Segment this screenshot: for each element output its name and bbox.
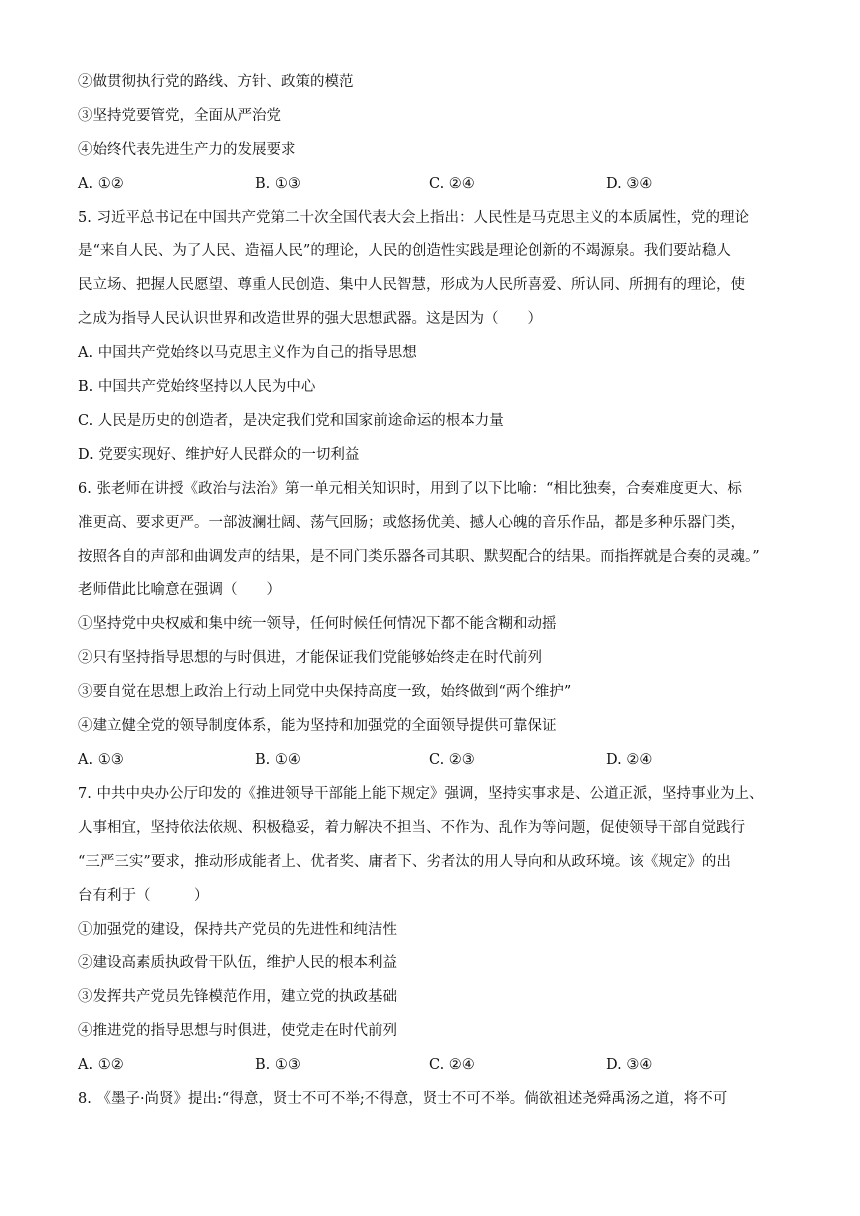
q7-item-4: ④推进党的指导思想与时俱进，使党走在时代前列 bbox=[78, 1023, 397, 1039]
q7-item-3: ③发挥共产党员先锋模范作用，建立党的执政基础 bbox=[78, 989, 397, 1005]
q6-option-b: B. ①④ bbox=[255, 752, 301, 768]
q6-stem-line: 按照各自的声部和曲调发声的结果，是不同门类乐器各司其职、默契配合的结果。而指挥就是合奏的灵魂。” bbox=[78, 549, 760, 565]
q4-option-a: A. ①② bbox=[78, 176, 124, 192]
q7-stem-line: 7. 中共中央办公厅印发的《推进领导干部能上能下规定》强调，坚持实事求是、公道正派，坚持事业为上、 bbox=[78, 786, 764, 802]
q6-options bbox=[78, 750, 778, 770]
q4-item-3: ③坚持党要管党，全面从严治党 bbox=[78, 108, 281, 124]
q5-option-d: D. 党要实现好、维护好人民群众的一切利益 bbox=[78, 447, 360, 463]
q7-option-a: A. ①② bbox=[78, 1057, 124, 1073]
q5-option-c: C. 人民是历史的创造者，是决定我们党和国家前途命运的根本力量 bbox=[78, 413, 504, 429]
q5-stem-line: 是“来自人民、为了人民、造福人民”的理论，人民的创造性实践是理论创新的不竭源泉。我们要站稳人 bbox=[78, 243, 731, 259]
q7-option-d: D. ③④ bbox=[606, 1057, 653, 1073]
q5-stem-line: 5. 习近平总书记在中国共产党第二十次全国代表大会上指出：人民性是马克思主义的本质属性，党的理论 bbox=[78, 210, 749, 226]
q4-option-c: C. ②④ bbox=[429, 176, 475, 192]
q6-item-1: ①坚持党中央权威和集中统一领导，任何时候任何情况下都不能含糊和动摇 bbox=[78, 616, 557, 632]
q4-option-b: B. ①③ bbox=[255, 176, 301, 192]
q6-item-2: ②只有坚持指导思想的与时俱进，才能保证我们党能够始终走在时代前列 bbox=[78, 650, 542, 666]
q7-item-2: ②建设高素质执政骨干队伍，维护人民的根本利益 bbox=[78, 955, 397, 971]
q5-option-b: B. 中国共产党始终坚持以人民为中心 bbox=[78, 379, 316, 395]
q7-option-c: C. ②④ bbox=[429, 1057, 475, 1073]
q6-item-4: ④建立健全党的领导制度体系，能为坚持和加强党的全面领导提供可靠保证 bbox=[78, 718, 557, 734]
q5-stem-line: 之成为指导人民认识世界和改造世界的强大思想武器。这是因为（ ） bbox=[78, 311, 542, 327]
q6-stem-line: 6. 张老师在讲授《政治与法治》第一单元相关知识时，用到了以下比喻：“相比独奏，合奏难度更大、标 bbox=[78, 481, 742, 497]
q7-item-1: ①加强党的建设，保持共产党员的先进性和纯洁性 bbox=[78, 922, 397, 938]
q6-option-a: A. ①③ bbox=[78, 752, 124, 768]
q6-stem-line: 老师借此比喻意在强调（ ） bbox=[78, 582, 281, 598]
q7-stem-line: 台有利于（ ） bbox=[78, 888, 209, 904]
q4-item-4: ④始终代表先进生产力的发展要求 bbox=[78, 142, 296, 158]
q7-option-b: B. ①③ bbox=[255, 1057, 301, 1073]
q7-stem-line: “三严三实”要求，推动形成能者上、优者奖、庸者下、劣者汰的用人导向和从政环境。该《规定》的出 bbox=[78, 854, 731, 870]
q6-stem-line: 准更高、要求更严。一部波澜壮阔、荡气回肠；或悠扬优美、撼人心魄的音乐作品，都是多种乐器门类， bbox=[78, 515, 745, 531]
q8-stem-line: 8. 《墨子·尚贤》提出:“得意，贤士不可不举;不得意，贤士不可不举。倘欲祖述尧舜禹汤之道，将不可 bbox=[78, 1091, 728, 1107]
q5-stem-line: 民立场、把握人民愿望、尊重人民创造、集中人民智慧，形成为人民所喜爱、所认同、所拥有的理论，使 bbox=[78, 277, 745, 293]
q4-item-2: ②做贯彻执行党的路线、方针、政策的模范 bbox=[78, 74, 354, 90]
q7-stem-line: 人事相宜，坚持依法依规、积极稳妥，着力解决不担当、不作为、乱作为等问题，促使领导干部自觉践行 bbox=[78, 820, 745, 836]
q4-options bbox=[78, 174, 778, 194]
q6-option-d: D. ②④ bbox=[606, 752, 653, 768]
q4-option-d: D. ③④ bbox=[606, 176, 653, 192]
q6-option-c: C. ②③ bbox=[429, 752, 475, 768]
q7-options bbox=[78, 1055, 778, 1075]
q5-option-a: A. 中国共产党始终以马克思主义作为自己的指导思想 bbox=[78, 345, 417, 361]
q6-item-3: ③要自觉在思想上政治上行动上同党中央保持高度一致，始终做到“两个维护” bbox=[78, 684, 572, 700]
